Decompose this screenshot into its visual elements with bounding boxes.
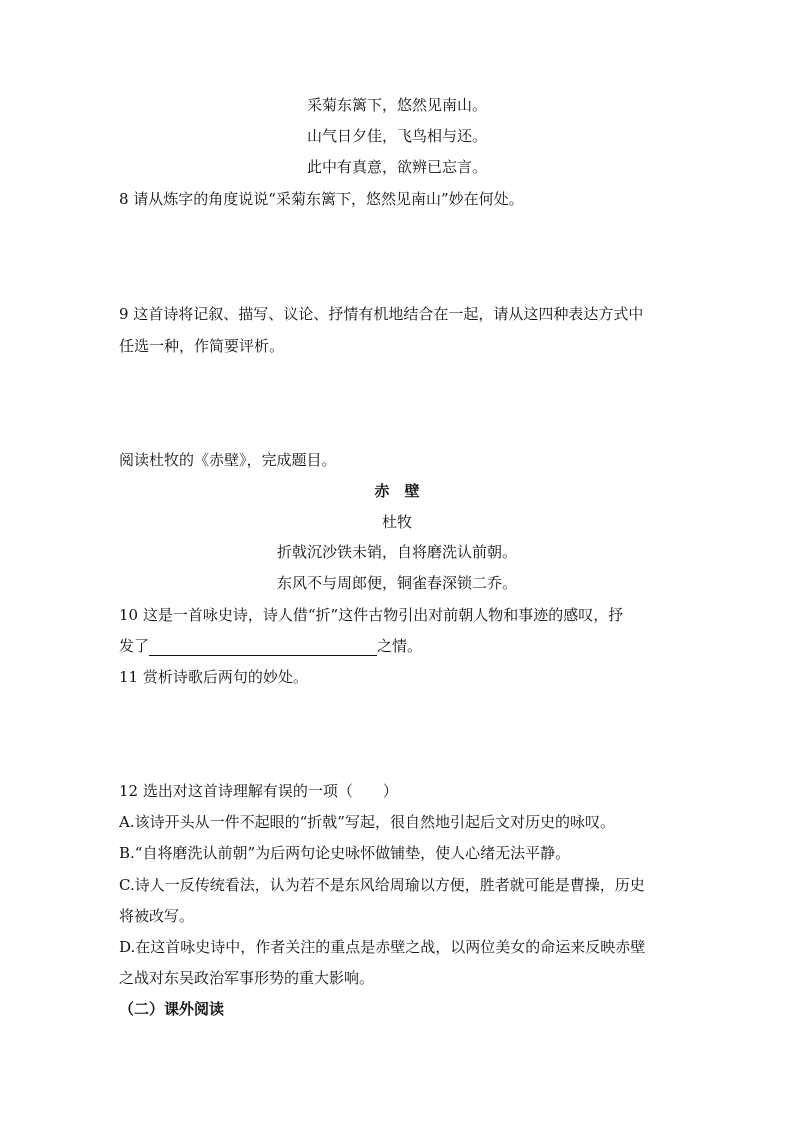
- poem2-line-2: 东风不与周郎便，铜雀春深锁二乔。: [276, 574, 517, 592]
- poem1-line-1: 采菊东篱下，悠然见南山。: [306, 96, 487, 114]
- poem2-author: 杜牧: [381, 513, 412, 531]
- option-d-line-2: 之战对东吴政治军事形势的重大影响。: [119, 969, 375, 987]
- poem2-line-1: 折戟沉沙铁未销，自将磨洗认前朝。: [276, 543, 517, 561]
- poem1-line-3: 此中有真意，欲辨已忘言。: [306, 158, 487, 176]
- question-9-line-2: 任选一种，作简要评析。: [119, 337, 285, 355]
- section-heading: （二）课外阅读: [119, 1000, 225, 1018]
- question-8: 8 请从炼字的角度说说“采菊东篱下，悠然见南山”妙在何处。: [119, 190, 524, 208]
- question-9-line-1: 9 这首诗将记叙、描写、议论、抒情有机地结合在一起，请从这四种表达方式中: [119, 305, 644, 323]
- question-10-line-1: 10 这是一首咏史诗，诗人借“折”这件古物引出对前朝人物和事迹的感叹，抒: [119, 606, 624, 624]
- option-b: B.“自将磨洗认前朝”为后两句论史咏怀做铺垫，使人心绪无法平静。: [119, 844, 571, 862]
- question-10-prefix: 发了: [119, 637, 150, 655]
- question-10-line-2: [119, 636, 422, 656]
- reading-intro: 阅读杜牧的《赤壁》，完成题目。: [119, 451, 337, 469]
- question-12: 12 选出对这首诗理解有误的一项（ ）: [119, 782, 398, 800]
- poem2-title: 赤 壁: [374, 482, 420, 500]
- option-c-line-2: 将被改写。: [119, 907, 195, 925]
- question-11: 11 赏析诗歌后两句的妙处。: [119, 668, 308, 686]
- option-c-line-1: C.诗人一反传统看法，认为若不是东风给周瑜以方便，胜者就可能是曹操，历史: [119, 876, 645, 894]
- poem1-line-2: 山气日夕佳，飞鸟相与还。: [306, 127, 487, 145]
- answer-blank[interactable]: [149, 640, 377, 656]
- option-d-line-1: D.在这首咏史诗中，作者关注的重点是赤壁之战，以两位美女的命运来反映赤壁: [119, 938, 646, 956]
- option-a: A.该诗开头从一件不起眼的“折戟”写起，很自然地引起后文对历史的咏叹。: [119, 813, 615, 831]
- question-10-suffix: 之情。: [377, 637, 423, 655]
